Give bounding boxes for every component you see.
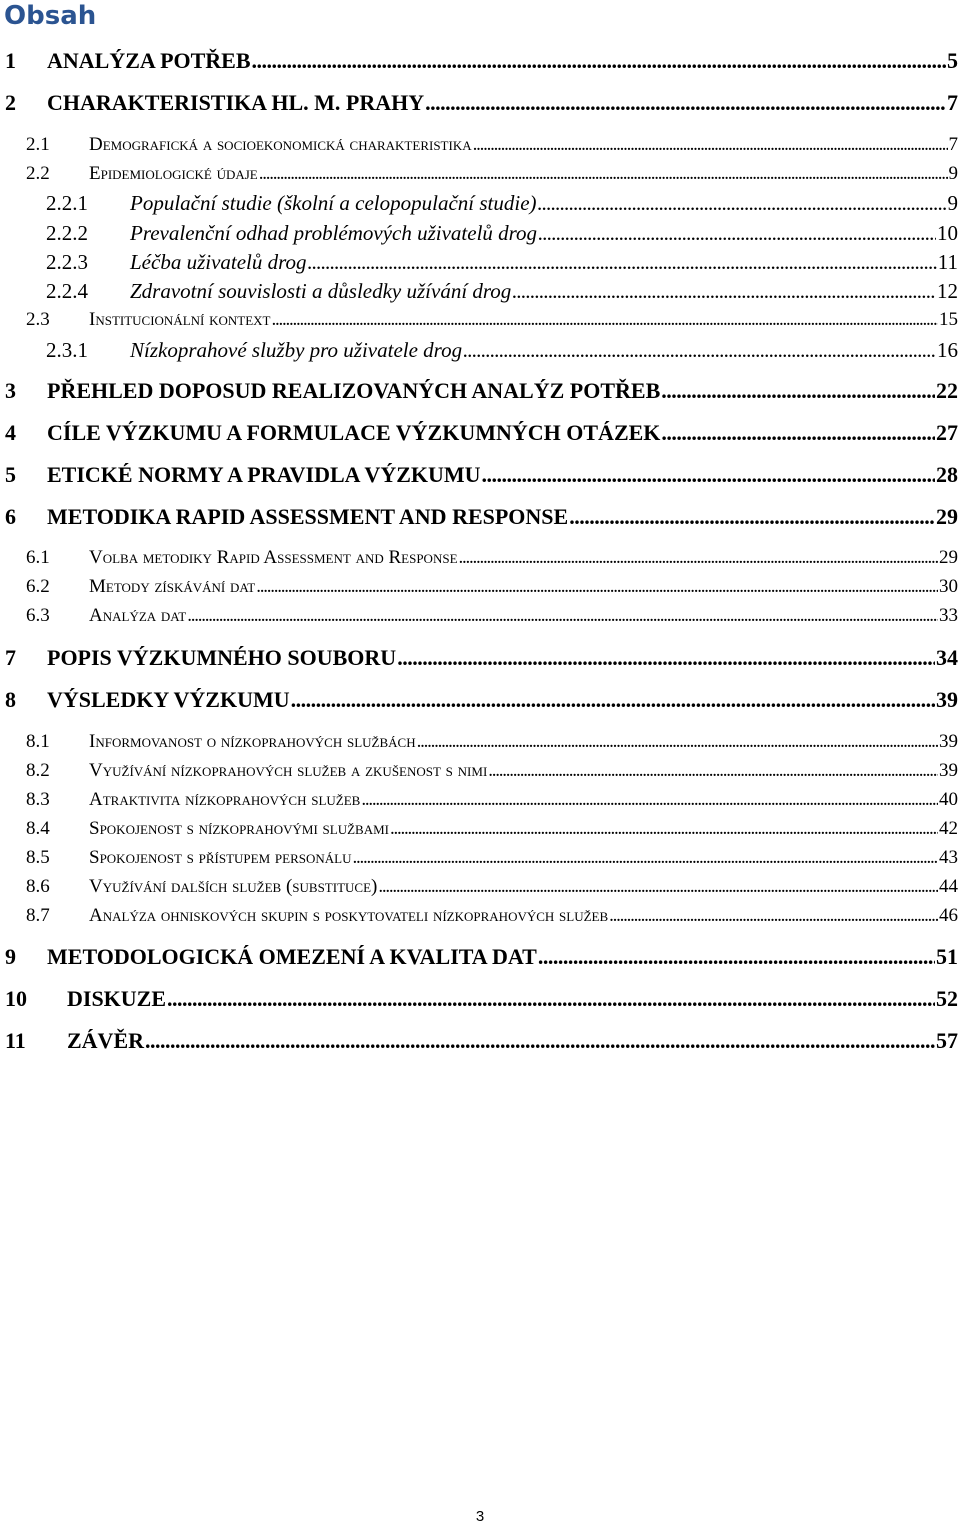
toc-entry-number: 8.7 [26, 905, 50, 926]
toc-leader-dots [378, 876, 938, 898]
toc-entry-number: 8.2 [26, 760, 50, 781]
toc-entry-number: 4 [5, 420, 16, 445]
toc-entry-page: 30 [939, 576, 958, 597]
toc-entry-number: 11 [5, 1028, 26, 1053]
toc-entry-number: 2.2 [26, 163, 50, 184]
toc-entry[interactable] [0, 462, 960, 488]
toc-leader-dots [352, 847, 938, 869]
toc-entry-page: 39 [939, 731, 958, 752]
toc-entry-label: Analýza ohniskových skupin s poskytovateli nízkoprahových služeb [89, 905, 609, 926]
toc-entry-label: POPIS VÝZKUMNÉHO SOUBORU [47, 645, 397, 670]
toc-entry-page: 27 [936, 420, 958, 445]
toc-entry-label: Populační studie (školní a celopopulační studie) [130, 191, 537, 215]
toc-entry[interactable] [0, 309, 960, 331]
toc-entry[interactable] [0, 1028, 960, 1054]
toc-entry-page: 11 [937, 250, 958, 274]
toc-leader-dots [425, 90, 946, 116]
toc-entry-number: 6.1 [26, 547, 50, 568]
toc-entry-page: 9 [947, 191, 958, 215]
toc-entry-page: 40 [939, 789, 958, 810]
toc-entry-number: 5 [5, 462, 16, 487]
toc-entry-label: Metody získávání dat [89, 576, 256, 597]
toc-entry[interactable] [0, 134, 960, 156]
toc-entry[interactable] [0, 789, 960, 811]
toc-leader-dots [291, 687, 935, 713]
toc-entry-page: 22 [936, 378, 958, 403]
toc-entry-label: PŘEHLED DOPOSUD REALIZOVANÝCH ANALÝZ POTŘEB [47, 378, 661, 403]
toc-entry-number: 8.1 [26, 731, 50, 752]
toc-entry-label: ZÁVĚR [67, 1028, 145, 1053]
toc-entry-number: 2.1 [26, 134, 50, 155]
toc-entry-label: Institucionální kontext [89, 309, 271, 330]
toc-entry-label: Demografická a socioekonomická charakteristika [89, 134, 472, 155]
toc-entry-label: Využívání dalších služeb (substituce) [89, 876, 378, 897]
toc-entry-number: 2.2.2 [46, 221, 88, 245]
toc-entry[interactable] [0, 191, 960, 216]
toc-entry-number: 7 [5, 645, 16, 670]
toc-leader-dots [145, 1028, 935, 1054]
toc-leader-dots [259, 163, 948, 185]
toc-entry-label: ANALÝZA POTŘEB [47, 48, 251, 73]
toc-entry-label: METODIKA RAPID ASSESSMENT AND RESPONSE [47, 504, 569, 529]
toc-leader-dots [167, 986, 935, 1012]
toc-entry-label: Zdravotní souvislosti a důsledky užívání drog [130, 279, 512, 303]
toc-entry-label: Spokojenost s přístupem personálu [89, 847, 352, 868]
toc-entry[interactable] [0, 731, 960, 753]
toc-entry-page: 5 [947, 48, 958, 73]
toc-entry-label: METODOLOGICKÁ OMEZENÍ A KVALITA DAT [47, 944, 537, 969]
toc-entry-page: 51 [936, 944, 958, 969]
toc-entry[interactable] [0, 48, 960, 74]
toc-entry-label: Epidemiologické údaje [89, 163, 258, 184]
toc-entry[interactable] [0, 504, 960, 530]
toc-entry-page: 33 [939, 605, 958, 626]
toc-entry-page: 29 [939, 547, 958, 568]
toc-entry-label: DISKUZE [67, 986, 167, 1011]
toc-leader-dots [661, 378, 935, 404]
toc-entry-label: Využívání nízkoprahových služeb a zkušenost s nimi [89, 760, 488, 781]
toc-entry-page: 7 [948, 134, 958, 155]
toc-entry[interactable] [0, 876, 960, 898]
toc-entry[interactable] [0, 420, 960, 446]
toc-title: Obsah [4, 1, 97, 31]
toc-leader-dots [459, 547, 938, 569]
toc-entry[interactable] [0, 687, 960, 713]
toc-entry[interactable] [0, 847, 960, 869]
toc-entry-label: Léčba uživatelů drog [130, 250, 307, 274]
toc-entry-page: 44 [939, 876, 958, 897]
toc-entry-page: 7 [947, 90, 958, 115]
toc-leader-dots [661, 420, 935, 446]
toc-entry-page: 28 [936, 462, 958, 487]
toc-entry-number: 2.3 [26, 309, 50, 330]
toc-entry-number: 6.3 [26, 605, 50, 626]
toc-leader-dots [187, 605, 938, 627]
toc-entry-number: 8 [5, 687, 16, 712]
toc-entry-label: VÝSLEDKY VÝZKUMU [47, 687, 290, 712]
toc-entry-number: 8.6 [26, 876, 50, 897]
toc-leader-dots [512, 279, 936, 304]
toc-entry[interactable] [0, 338, 960, 363]
toc-entry-page: 46 [939, 905, 958, 926]
toc-entry-page: 42 [939, 818, 958, 839]
toc-entry[interactable] [0, 986, 960, 1012]
toc-entry[interactable] [0, 250, 960, 275]
toc-entry-label: ETICKÉ NORMY A PRAVIDLA VÝZKUMU [47, 462, 481, 487]
toc-entry-number: 6 [5, 504, 16, 529]
toc-entry[interactable] [0, 645, 960, 671]
toc-entry-page: 10 [937, 221, 958, 245]
toc-entry-label: Atraktivita nízkoprahových služeb [89, 789, 361, 810]
toc-entry-number: 8.4 [26, 818, 50, 839]
toc-entry-label: Analýza dat [89, 605, 187, 626]
toc-entry-page: 15 [939, 309, 958, 330]
toc-leader-dots [397, 645, 935, 671]
toc-entry-number: 6.2 [26, 576, 50, 597]
toc-entry[interactable] [0, 378, 960, 404]
toc-entry[interactable] [0, 163, 960, 185]
toc-leader-dots [272, 309, 939, 331]
toc-entry[interactable] [0, 547, 960, 569]
toc-entry-label: Informovanost o nízkoprahových službách [89, 731, 416, 752]
toc-leader-dots [569, 504, 935, 530]
toc-entry-label: Nízkoprahové služby pro uživatele drog [130, 338, 463, 362]
toc-entry-page: 34 [936, 645, 958, 670]
toc-entry-page: 39 [939, 760, 958, 781]
toc-entry-number: 3 [5, 378, 16, 403]
toc-entry-number: 1 [5, 48, 16, 73]
footer-page-number: 3 [475, 1508, 485, 1525]
toc-entry-page: 57 [936, 1028, 958, 1053]
toc-leader-dots [256, 576, 938, 598]
toc-entry-page: 43 [939, 847, 958, 868]
toc-leader-dots [361, 789, 938, 811]
toc-leader-dots [417, 731, 938, 753]
toc-leader-dots [538, 944, 935, 970]
toc-leader-dots [482, 462, 935, 488]
toc-entry-number: 2.3.1 [46, 338, 88, 362]
toc-entry-page: 52 [936, 986, 958, 1011]
toc-entry-page: 29 [936, 504, 958, 529]
toc-leader-dots [538, 191, 947, 216]
toc-leader-dots [252, 48, 946, 74]
toc-leader-dots [473, 134, 948, 156]
toc-entry-number: 9 [5, 944, 16, 969]
toc-entry[interactable] [0, 818, 960, 840]
toc-entry-page: 12 [937, 279, 958, 303]
toc-entry-number: 8.5 [26, 847, 50, 868]
toc-entry-page: 16 [937, 338, 958, 362]
toc-leader-dots [609, 905, 938, 927]
toc-entry-number: 2.2.4 [46, 279, 88, 303]
toc-entry-label: CHARAKTERISTIKA HL. M. PRAHY [47, 90, 425, 115]
toc-entry[interactable] [0, 944, 960, 970]
toc-entry[interactable] [0, 905, 960, 927]
toc-entry-label: Spokojenost s nízkoprahovými službami [89, 818, 390, 839]
toc-leader-dots [308, 250, 937, 275]
toc-entry[interactable] [0, 605, 960, 627]
toc-entry-number: 10 [5, 986, 27, 1011]
toc-entry-number: 2.2.1 [46, 191, 88, 215]
toc-leader-dots [488, 760, 938, 782]
toc-entry-page: 9 [948, 163, 958, 184]
toc-entry-label: Prevalenční odhad problémových uživatelů drog [130, 221, 538, 245]
toc-entry-label: Volba metodiky Rapid Assessment and Response [89, 547, 458, 568]
toc-entry[interactable] [0, 221, 960, 246]
toc-entry[interactable] [0, 90, 960, 116]
toc-leader-dots [390, 818, 938, 840]
toc-entry[interactable] [0, 279, 960, 304]
toc-entry-page: 39 [936, 687, 958, 712]
toc-leader-dots [463, 338, 936, 363]
toc-leader-dots [538, 221, 936, 246]
toc-entry[interactable] [0, 760, 960, 782]
toc-entry-label: CÍLE VÝZKUMU A FORMULACE VÝZKUMNÝCH OTÁZEK [47, 420, 661, 445]
toc-entry-number: 2 [5, 90, 16, 115]
toc-entry-number: 2.2.3 [46, 250, 88, 274]
toc-entry[interactable] [0, 576, 960, 598]
toc-entry-number: 8.3 [26, 789, 50, 810]
